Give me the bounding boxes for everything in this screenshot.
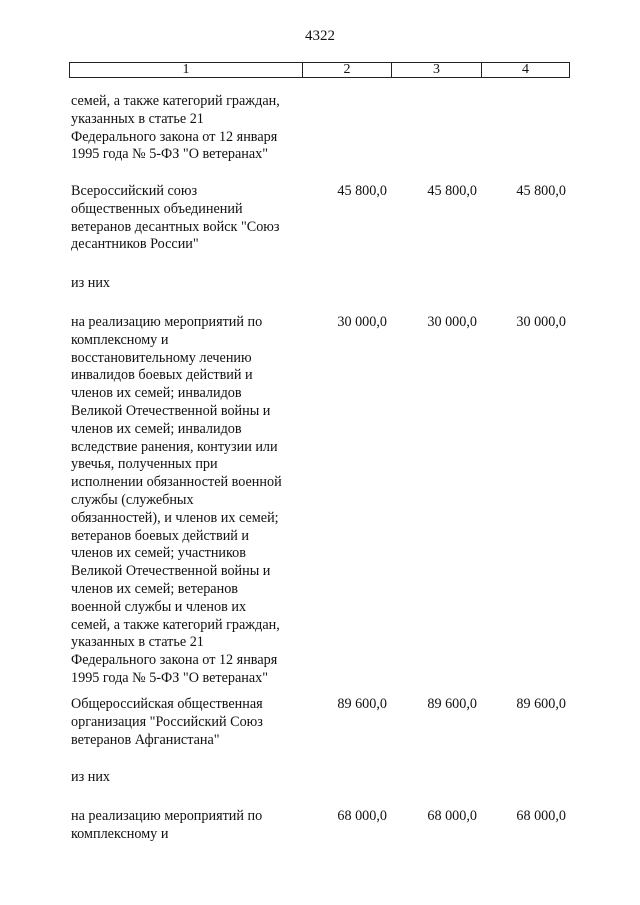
row-description: из них — [71, 275, 111, 291]
row-value-col4: 30 000,0 — [516, 314, 566, 330]
row-description: на реализацию мероприятий по комплексному и восстановительному лечению инвалидов боевых действий и членов их семей; инвалидов Великой Отечественной войны и членов их семей; инвалидов вследствие ранения, контузии или увечья, полученных при исполнении обязанностей военной службы (служебных обязанностей), и членов их семей; ветеранов боевых действий и членов их семей; участников Великой Отечественной войны и членов их семей; ветеранов военной службы и членов их семей, а также категорий граждан, указанных в статье 21 Федерального закона от 12 января 1995 года № 5-ФЗ "О ветеранах" — [71, 314, 282, 686]
row-value-col2: 45 800,0 — [337, 183, 387, 199]
column-header-3: 3 — [391, 63, 481, 77]
row-description: семей, а также категорий граждан, указанных в статье 21 Федерального закона от 12 января 1995 года № 5-ФЗ "О ветеранах" — [71, 93, 280, 163]
row-value-col2: 30 000,0 — [337, 314, 387, 330]
row-value-col3: 45 800,0 — [427, 183, 477, 199]
row-value-col4: 89 600,0 — [516, 696, 566, 712]
column-header-1: 1 — [182, 62, 190, 77]
row-value-col2: 89 600,0 — [337, 696, 387, 712]
column-header-4: 4 — [481, 63, 569, 77]
row-value-col3: 89 600,0 — [427, 696, 477, 712]
row-value-col3: 68 000,0 — [427, 808, 477, 824]
column-header-row — [69, 62, 570, 78]
row-value-col4: 68 000,0 — [516, 808, 566, 824]
row-description: на реализацию мероприятий по комплексному и — [71, 808, 263, 842]
column-header-2: 2 — [302, 63, 391, 77]
row-value-col4: 45 800,0 — [516, 183, 566, 199]
row-description: Общероссийская общественная организация "Российский Союз ветеранов Афганистана" — [71, 696, 263, 748]
row-description: Всероссийский союз общественных объединений ветеранов десантных войск "Союз десантников России" — [71, 183, 280, 253]
row-value-col2: 68 000,0 — [337, 808, 387, 824]
row-description: из них — [71, 769, 111, 785]
row-value-col3: 30 000,0 — [427, 314, 477, 330]
page-number: 4322 — [305, 28, 335, 44]
